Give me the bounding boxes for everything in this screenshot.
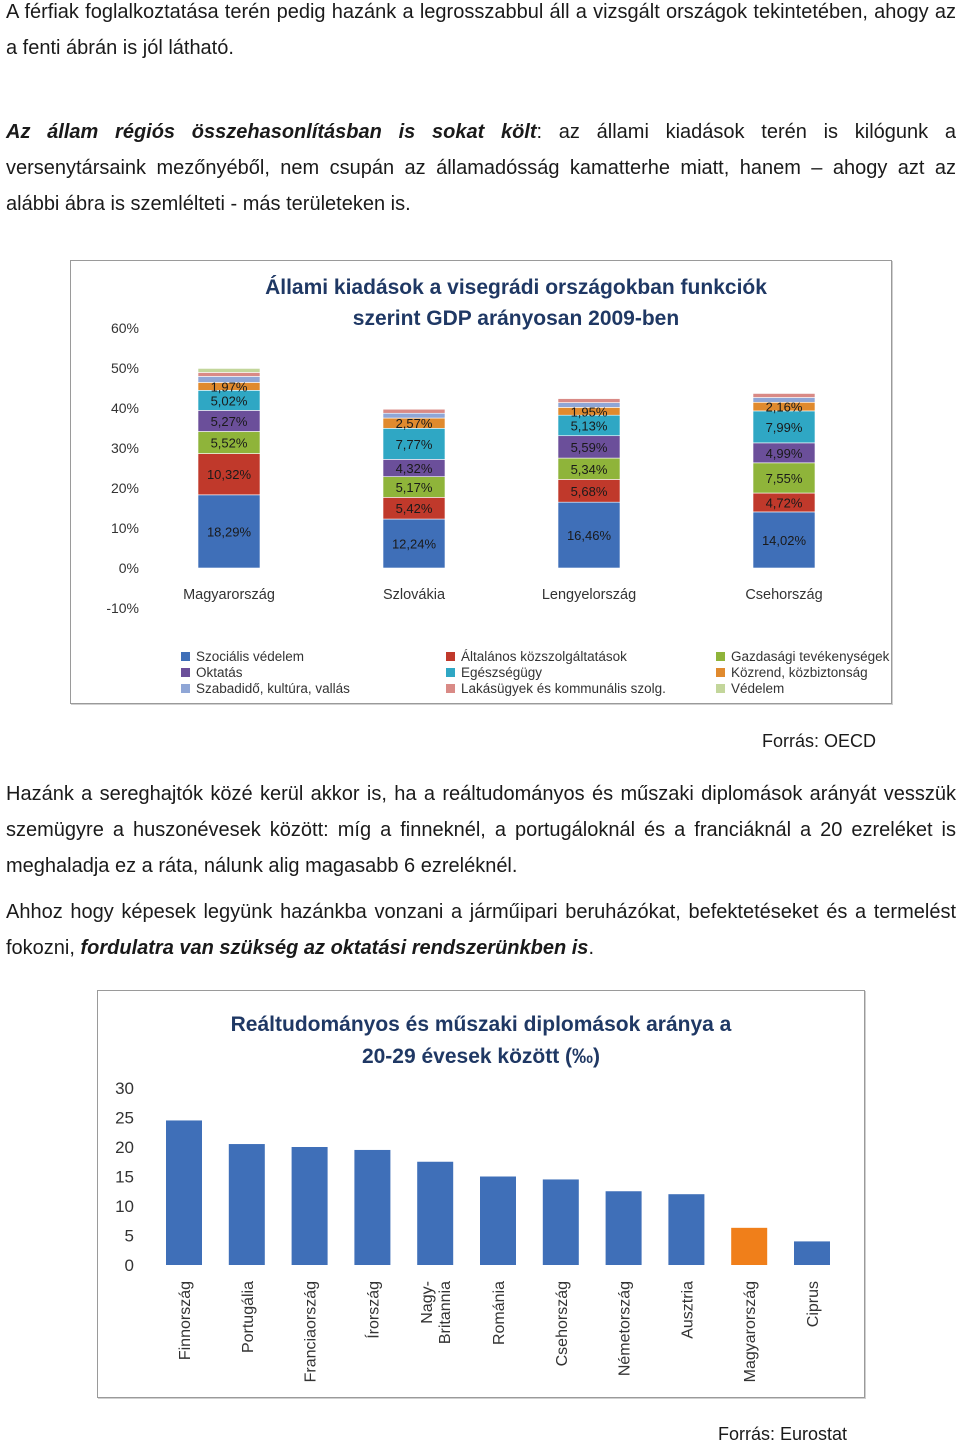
bar-data-label: 7,55%: [765, 470, 803, 486]
category-label: Portugália: [239, 1281, 257, 1354]
stacked-bar-segment: [383, 409, 445, 413]
legend-swatch: [181, 652, 190, 661]
paragraph-education-reform-text: Ahhoz hogy képesek legyünk hazánkba vonzani a járműipari beruházókat, befektetéseket és a termelést fokozni,: [6, 901, 956, 959]
legend-item: [181, 665, 446, 680]
bar-data-label: 5,27%: [210, 413, 248, 429]
legend-label: Közrend, közbiztonság: [731, 665, 868, 680]
bar-data-label: 5,68%: [570, 483, 608, 499]
bar-data-label: 5,02%: [210, 393, 248, 409]
paragraph-state-spending: [6, 114, 956, 222]
bar-data-label: 14,02%: [761, 532, 807, 548]
paragraph-education-reform: [6, 894, 956, 966]
bar-data-label: 1,97%: [210, 379, 248, 395]
legend-label: Általános közszolgáltatások: [461, 649, 627, 664]
chart-legend: [181, 649, 921, 696]
legend-swatch: [716, 652, 725, 661]
stacked-bar-chart-state-spending: [70, 260, 892, 704]
category-label: Csehország: [553, 1281, 571, 1367]
y-tick-label: 25: [115, 1108, 134, 1128]
y-tick-label: 5: [124, 1226, 134, 1246]
category-label: Finnország: [177, 1281, 194, 1361]
legend-item: [446, 665, 716, 680]
y-tick-label: 0: [124, 1256, 134, 1275]
bar: [166, 1120, 202, 1265]
stacked-bar-segment: [198, 368, 260, 372]
bar-data-label: 16,46%: [566, 528, 612, 544]
bar: [480, 1177, 516, 1266]
stacked-bar-chart-svg: [71, 261, 891, 703]
category-label: Németország: [616, 1281, 634, 1377]
bar: [354, 1150, 390, 1265]
source-oecd: Forrás: OECD: [762, 731, 877, 751]
source-eurostat: Forrás: Eurostat: [718, 1424, 848, 1444]
bar: [606, 1191, 642, 1265]
bar-data-label: 4,32%: [395, 461, 433, 477]
category-label: Nagy-Britannia: [419, 1281, 455, 1345]
y-tick-label: 40%: [110, 400, 139, 416]
chart-title-line-1: Reáltudományos és műszaki diplomások aránya a: [230, 1013, 732, 1036]
y-tick-label: 10%: [110, 520, 139, 536]
legend-label: Lakásügyek és kommunális szolg.: [461, 681, 666, 696]
legend-label: Szociális védelem: [196, 649, 305, 664]
y-tick-label: 50%: [110, 360, 139, 376]
category-label: Csehország: [745, 587, 823, 603]
category-label: Franciaország: [302, 1281, 320, 1383]
bar: [794, 1241, 830, 1265]
legend-label: Oktatás: [196, 665, 243, 680]
paragraph-state-spending-text: : az állami kiadások terén is kilógunk a versenytársaink mezőnyéből, nem csupán az államadósság kamatterhe miatt, hanem – ahogy azt az alábbi ábra is szemlélteti - más területeken is.: [6, 121, 956, 215]
stacked-bar-segment: [198, 372, 260, 376]
legend-swatch: [716, 668, 725, 677]
bar: [731, 1228, 767, 1265]
category-label: Románia: [491, 1281, 508, 1346]
chart-title-line-2: szerint GDP arányosan 2009-ben: [352, 307, 680, 330]
category-label: Ausztria: [679, 1281, 697, 1339]
bar-data-label: 4,72%: [765, 495, 803, 511]
y-tick-label: 20%: [110, 480, 139, 496]
bar-data-label: 10,32%: [206, 467, 252, 483]
bar-chart-svg: [98, 991, 864, 1397]
stacked-bar-segment: [753, 393, 815, 397]
legend-item: [181, 649, 446, 664]
bar: [229, 1144, 265, 1265]
legend-item: [716, 649, 936, 664]
legend-swatch: [181, 668, 190, 677]
stacked-bar-segment: [558, 399, 620, 403]
bar: [417, 1162, 453, 1265]
legend-item: [716, 681, 936, 696]
chart-title-line-2: 20-29 évesek között (‰): [361, 1045, 601, 1068]
bar-data-label: 12,24%: [391, 536, 437, 552]
paragraph-education-reform-emphasis: fordulatra van szükség az oktatási rendszerünkben is: [80, 937, 589, 959]
y-tick-label: 60%: [110, 320, 139, 336]
legend-label: Védelem: [731, 681, 785, 696]
bar-data-label: 1,95%: [570, 404, 608, 420]
bar-data-label: 5,13%: [570, 418, 608, 434]
bar-data-label: 4,99%: [765, 445, 803, 461]
legend-swatch: [181, 684, 190, 693]
bar-data-label: 2,57%: [395, 416, 433, 432]
bar: [543, 1179, 579, 1265]
chart-title-line-1: Állami kiadások a visegrádi országokban funkciók: [265, 276, 767, 299]
category-label: Magyarország: [183, 587, 275, 603]
bar-data-label: 2,16%: [765, 399, 803, 415]
legend-item: [446, 649, 716, 664]
legend-item: [446, 681, 716, 696]
category-label: Magyarország: [742, 1281, 760, 1383]
bar-data-label: 5,42%: [395, 501, 433, 517]
bar-data-label: 7,77%: [395, 436, 433, 452]
bar: [292, 1147, 328, 1265]
legend-swatch: [716, 684, 725, 693]
bar-data-label: 5,17%: [395, 480, 433, 496]
y-tick-label: 30: [115, 1079, 134, 1098]
bar-data-label: 5,34%: [570, 461, 608, 477]
category-label: Ciprus: [805, 1281, 822, 1328]
legend-swatch: [446, 668, 455, 677]
bar-data-label: 5,59%: [570, 439, 608, 455]
bar-data-label: 5,52%: [210, 435, 248, 451]
category-label: Írország: [365, 1281, 383, 1339]
legend-item: [716, 665, 936, 680]
y-tick-label: -10%: [106, 600, 139, 616]
legend-swatch: [446, 684, 455, 693]
y-tick-label: 15: [115, 1167, 134, 1187]
bar-data-label: 7,99%: [765, 419, 803, 435]
category-label: Lengyelország: [541, 587, 637, 603]
y-tick-label: 20: [115, 1138, 134, 1157]
paragraph-education-reform-end: .: [588, 937, 594, 959]
legend-item: [181, 681, 446, 696]
category-label: Szlovákia: [382, 587, 446, 603]
paragraph-intro-text: A férfiak foglalkoztatása terén pedig hazánk a legrosszabbul áll a vizsgált országok tekintetében, ahogy az a fenti ábrán is jól látható.: [6, 1, 956, 59]
bar: [668, 1194, 704, 1265]
legend-label: Gazdasági tevékenységek: [731, 649, 890, 664]
y-tick-label: 10: [115, 1197, 134, 1216]
paragraph-intro: [6, 0, 956, 66]
bar-chart-stem-graduates: [97, 990, 865, 1398]
paragraph-state-spending-emphasis: Az állam régiós összehasonlításban is sokat költ: [6, 121, 537, 143]
legend-label: Egészségügy: [461, 665, 543, 680]
legend-label: Szabadidő, kultúra, vallás: [196, 681, 350, 696]
legend-swatch: [446, 652, 455, 661]
y-tick-label: 30%: [110, 440, 139, 456]
paragraph-graduates: [6, 776, 956, 884]
bar-data-label: 18,29%: [206, 524, 252, 540]
y-tick-label: 0%: [118, 560, 139, 576]
paragraph-graduates-text: Hazánk a sereghajtók közé kerül akkor is, ha a reáltudományos és műszaki diplomások arányát vesszük szemügyre a huszonévesek között: míg a finneknél, a portugáloknál és a franciáknál a 20 ezreléket is meghaladja ez a ráta, nálunk alig magasabb 6 ezreléknél.: [6, 783, 956, 877]
